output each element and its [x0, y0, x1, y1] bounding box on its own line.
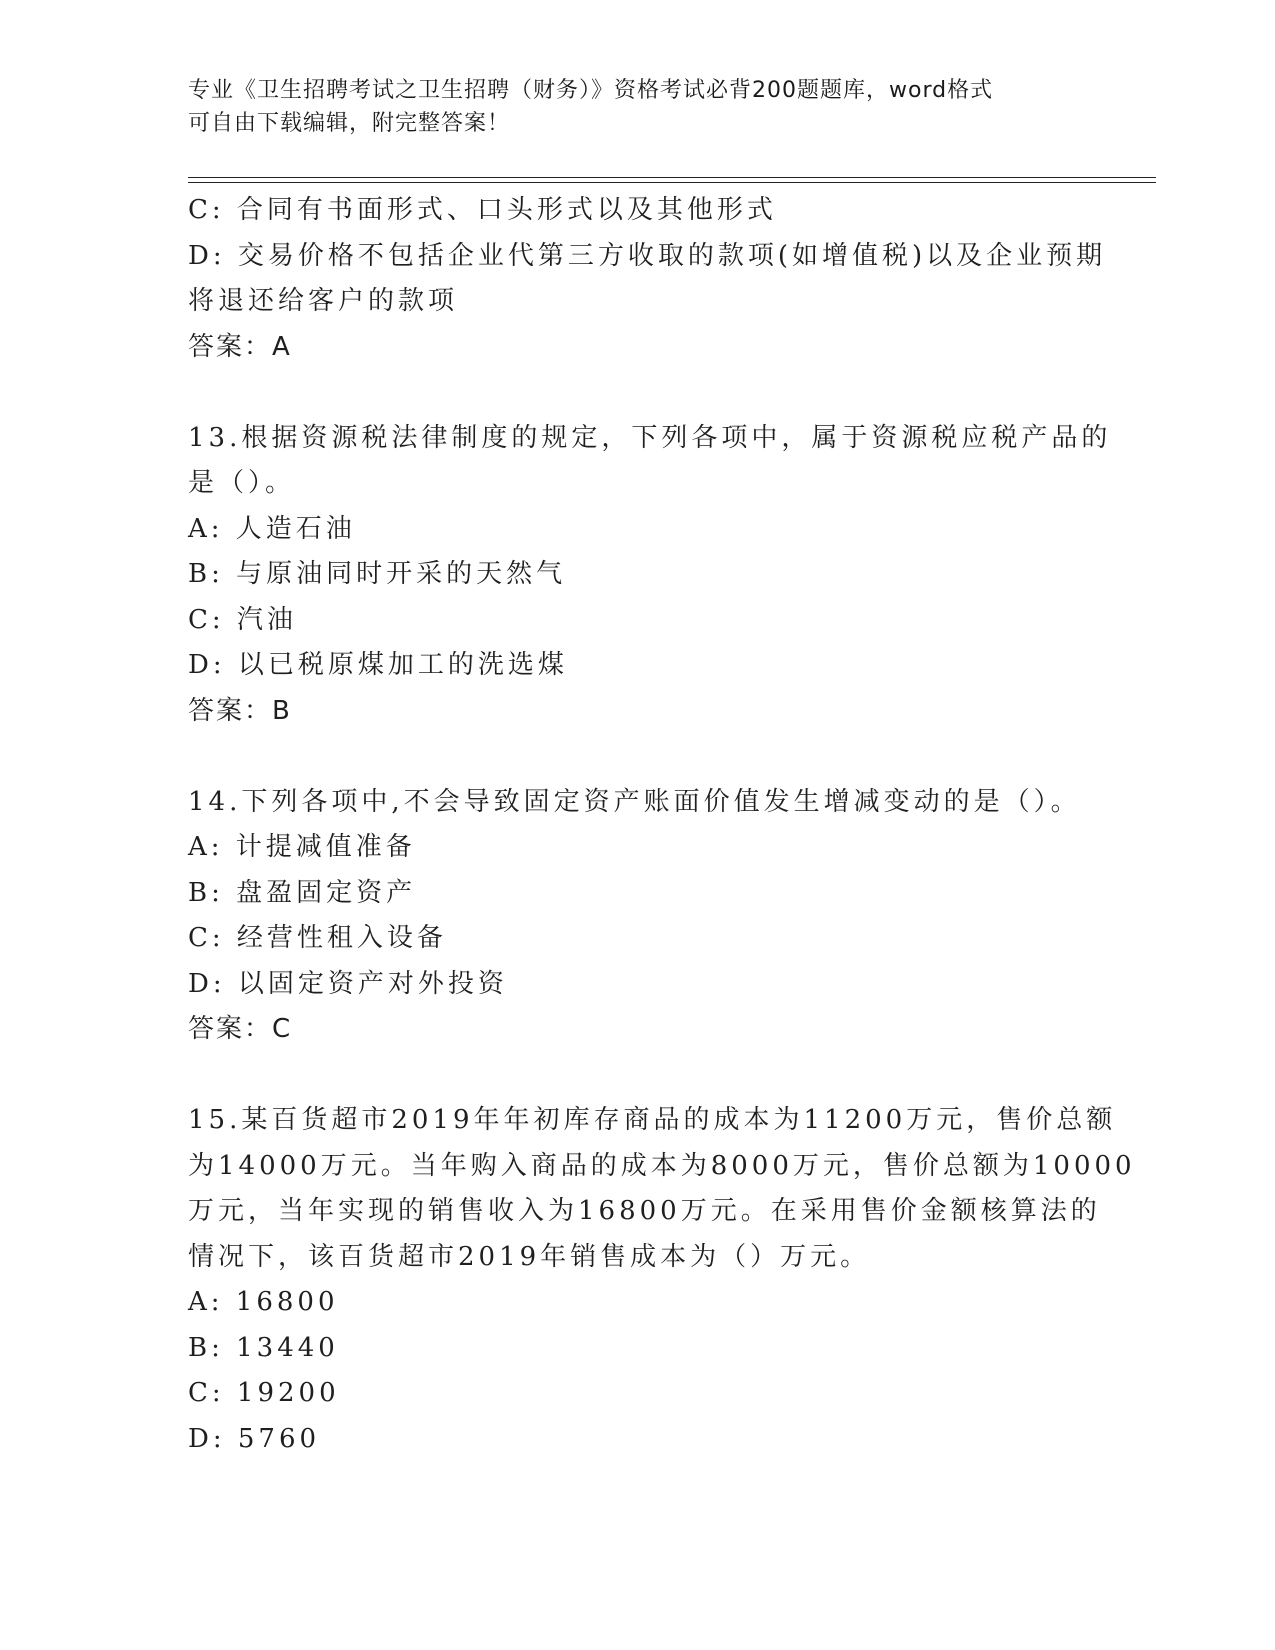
question-14-answer: 答案：C [188, 1014, 293, 1044]
spacer [188, 734, 1088, 780]
question-13-stem-continued: 是（）。 [188, 468, 296, 498]
question-15-stem: 15.某百货超市2019年年初库存商品的成本为11200万元，售价总额 [188, 1105, 1117, 1135]
question-13-option-b: B: 与原油同时开采的天然气 [188, 559, 567, 589]
question-14-option-c: C: 经营性租入设备 [188, 923, 447, 953]
document-header [188, 74, 1068, 140]
question-12-answer: 答案：A [188, 331, 292, 362]
question-15-stem-continued-1: 为14000万元。当年购入商品的成本为8000万元，售价总额为10000 [188, 1150, 1136, 1181]
question-12 [188, 188, 1107, 370]
header-title-line-1: 专业《卫生招聘考试之卫生招聘（财务）》资格考试必背200题题库，word格式 [188, 78, 994, 103]
question-15-option-d: D: 5760 [188, 1423, 321, 1454]
question-14 [188, 780, 1088, 1053]
question-12-option-c: C: 合同有书面形式、口头形式以及其他形式 [188, 195, 777, 225]
question-13-option-c: C: 汽油 [188, 604, 297, 635]
question-15-stem-continued-3: 情况下，该百货超市2019年销售成本为（）万元。 [188, 1241, 871, 1272]
spacer [188, 370, 1088, 416]
question-14-option-d: D: 以固定资产对外投资 [188, 968, 508, 999]
question-14-stem: 14.下列各项中,不会导致固定资产账面价值发生增减变动的是（）。 [188, 786, 1081, 817]
question-15-option-a: A: 16800 [188, 1287, 339, 1317]
question-12-option-d-continued: 将退还给客户的款项 [188, 286, 459, 316]
question-15-option-b: B: 13440 [188, 1332, 339, 1363]
spacer [188, 1053, 1088, 1099]
question-13-option-d: D: 以已税原煤加工的洗选煤 [188, 650, 568, 680]
header-title-line-2: 可自由下载编辑，附完整答案！ [188, 111, 511, 136]
header-divider-top [188, 177, 1156, 178]
question-13-answer: 答案：B [188, 695, 292, 726]
question-12-option-d: D: 交易价格不包括企业代第三方收取的款项(如增值税)以及企业预期 [188, 240, 1107, 271]
question-15 [188, 1098, 1136, 1462]
question-13-option-a: A: 人造石油 [188, 513, 356, 544]
question-15-stem-continued-2: 万元，当年实现的销售收入为16800万元。在采用售价金额核算法的 [188, 1196, 1101, 1226]
question-15-option-c: C: 19200 [188, 1378, 340, 1408]
question-14-option-a: A: 计提减值准备 [188, 832, 416, 862]
question-list [188, 188, 1136, 1462]
header-divider-bottom [188, 182, 1156, 183]
question-14-option-b: B: 盘盈固定资产 [188, 877, 417, 908]
question-13-stem: 13.根据资源税法律制度的规定，下列各项中，属于资源税应税产品的 [188, 422, 1112, 453]
question-13 [188, 416, 1112, 735]
